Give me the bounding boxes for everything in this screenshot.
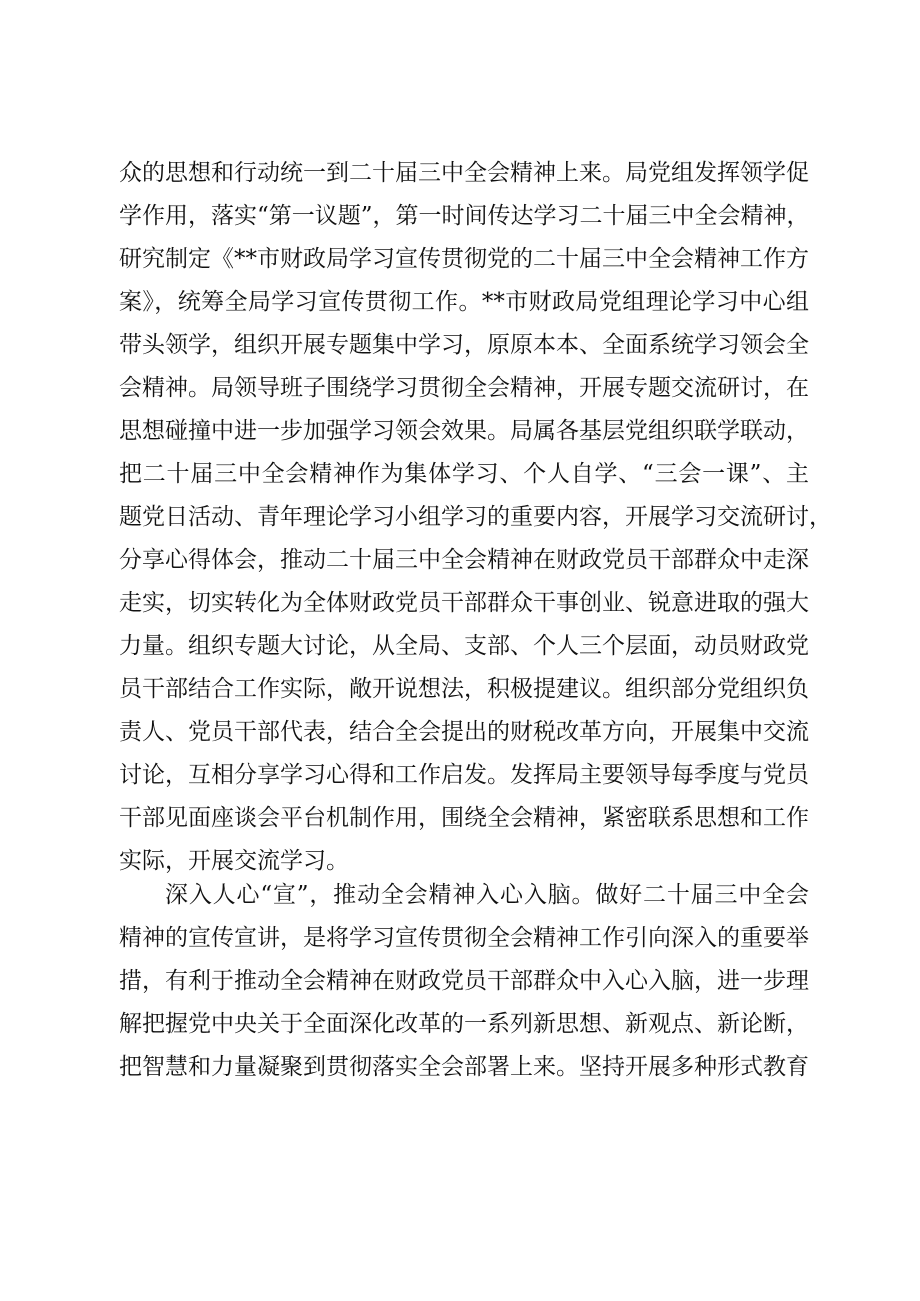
paragraph-publicity-outreach	[119, 874, 809, 1089]
text-line: 把智慧和力量凝聚到贯彻落实全会部署上来。坚持开展多种形式教育	[119, 1054, 809, 1080]
text-line: 研究制定《**市财政局学习宣传贯彻党的二十届三中全会精神工作方	[119, 246, 809, 272]
text-line: 带头领学，组织开展专题集中学习，原原本本、全面系统学习领会全	[119, 332, 809, 358]
text-line: 学作用，落实“第一议题”，第一时间传达学习二十届三中全会精神，	[119, 203, 810, 229]
text-line: 力量。组织专题大讨论，从全局、支部、个人三个层面，动员财政党	[119, 633, 809, 659]
paragraph-study-implementation	[119, 152, 832, 883]
text-line: 题党日活动、青年理论学习小组学习的重要内容，开展学习交流研讨，	[119, 504, 832, 530]
text-line: 实际，开展交流学习。	[119, 848, 349, 874]
paragraph-heading-line: 深入人心“宣”，推动全会精神入心入脑。做好二十届三中全会	[165, 882, 809, 908]
text-line: 措，有利于推动全会精神在财政党员干部群众中入心入脑，进一步理	[119, 968, 809, 994]
text-line: 案》，统筹全局学习宣传贯彻工作。**市财政局党组理论学习中心组	[119, 289, 809, 315]
text-line: 走实，切实转化为全体财政党员干部群众干事创业、锐意进取的强大	[119, 590, 809, 616]
text-line: 责人、党员干部代表，结合全会提出的财税改革方向，开展集中交流	[119, 719, 809, 745]
text-line: 解把握党中央关于全面深化改革的一系列新思想、新观点、新论断，	[119, 1011, 809, 1037]
text-line: 干部见面座谈会平台机制作用，围绕全会精神，紧密联系思想和工作	[119, 805, 809, 831]
text-line: 众的思想和行动统一到二十届三中全会精神上来。局党组发挥领学促	[119, 160, 809, 186]
text-line: 会精神。局领导班子围绕学习贯彻全会精神，开展专题交流研讨，在	[119, 375, 809, 401]
text-line: 员干部结合工作实际，敞开说想法，积极提建议。组织部分党组织负	[119, 676, 809, 702]
text-line: 分享心得体会，推动二十届三中全会精神在财政党员干部群众中走深	[119, 547, 809, 573]
text-line: 讨论，互相分享学习心得和工作启发。发挥局主要领导每季度与党员	[119, 762, 809, 788]
text-line: 精神的宣传宣讲，是将学习宣传贯彻全会精神工作引向深入的重要举	[119, 925, 809, 951]
text-line: 把二十届三中全会精神作为集体学习、个人自学、“三会一课”、主	[119, 461, 809, 487]
text-line: 思想碰撞中进一步加强学习领会效果。局属各基层党组织联学联动，	[119, 418, 809, 444]
